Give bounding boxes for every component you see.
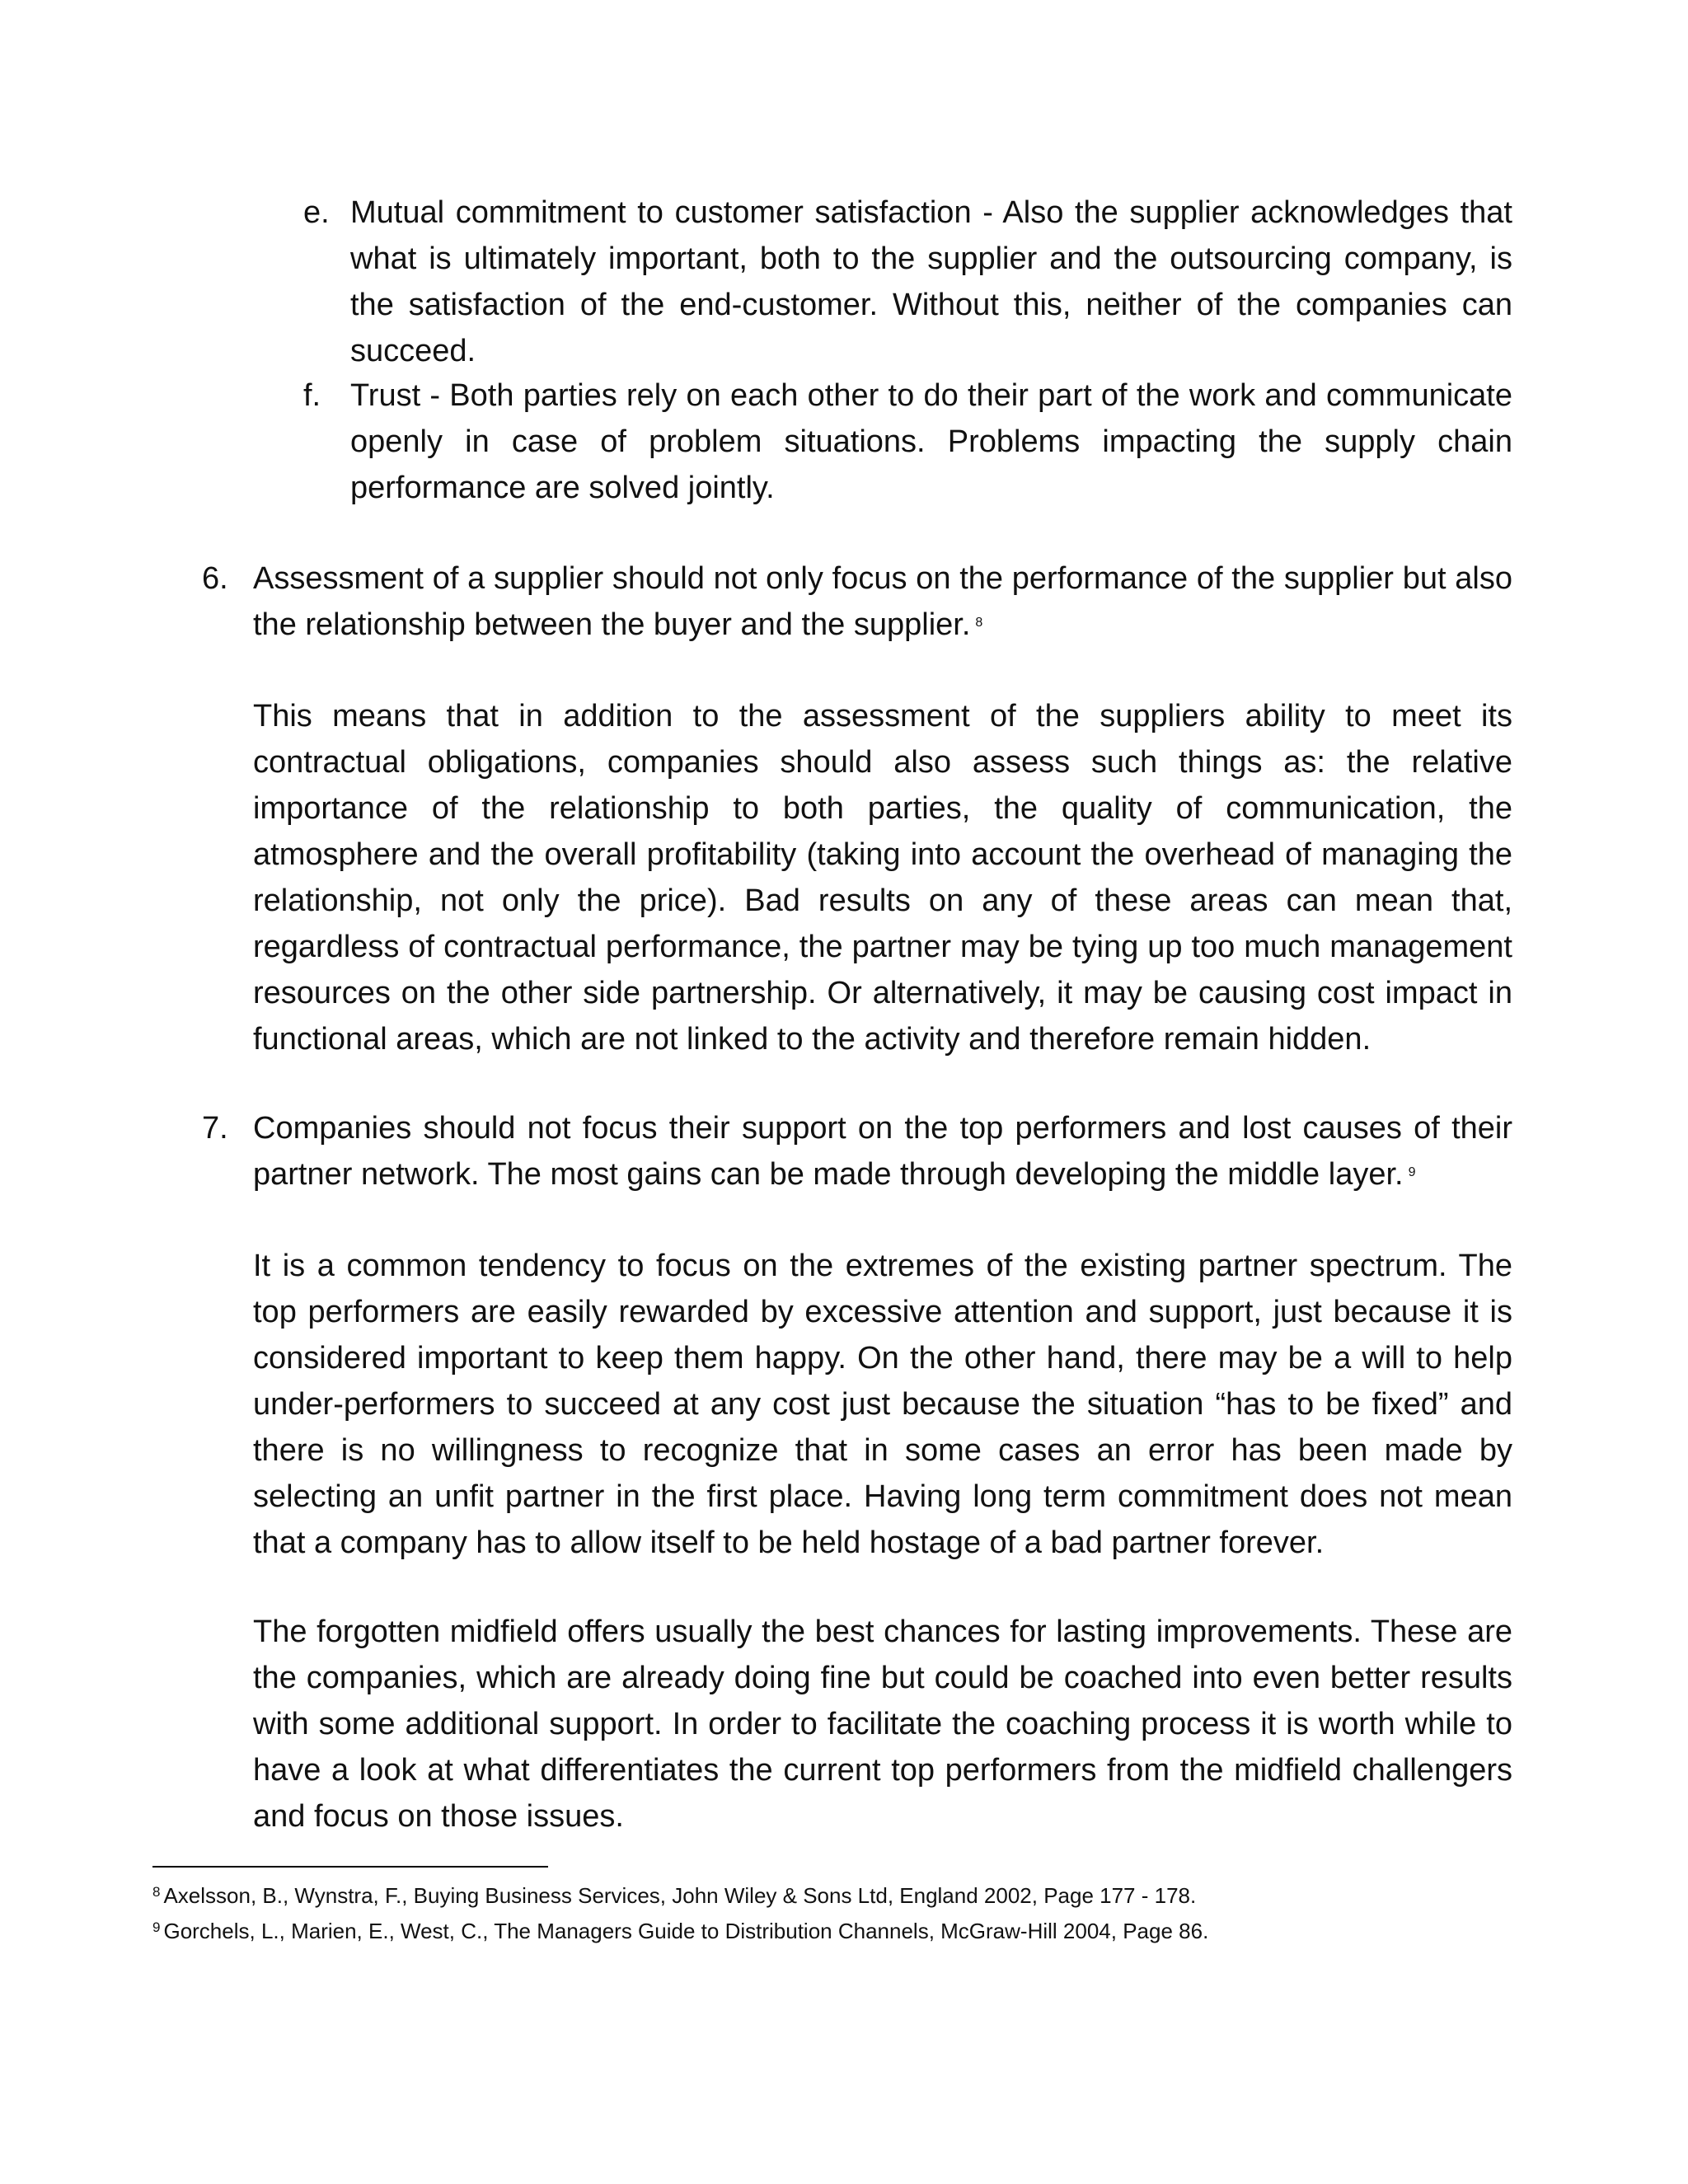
item-7-explanation-1: It is a common tendency to focus on the extremes of the existing partner spectrum. The top performers are easily rewarded by excessive attention and support, just because it is considered important to keep them happy. On the other hand, there may be a will to help under-performers to succeed at any cost just because the situation “has to be fixed” and there is no willingness to recognize that in some cases an error has been made by selecting an unfit partner in the first place. Having long term commitment does not mean that a company has to allow itself to be held hostage of a bad partner forever. (253, 1249, 1512, 1560)
list-item-6-text: Assessment of a supplier should not only focus on the performance of the supplier but also the relationship between the buyer and the supplier. (253, 561, 1512, 642)
list-item-7-text: Companies should not focus their support on the top performers and lost causes of their partner network. The most gains can be made through developing the middle layer. (253, 1111, 1512, 1192)
footnote-separator (152, 1866, 548, 1868)
list-item-e: Mutual commitment to customer satisfaction - Also the supplier acknowledges that what is ultimately important, both to the supplier and the outsourcing company, is the satisfaction of the end-customer. Without this, neither of the companies can succeed. (350, 195, 1512, 368)
footnote-number-8: 8 (152, 1884, 161, 1900)
item-6-explanation: This means that in addition to the assessment of the suppliers ability to meet its contractual obligations, companies should also assess such things as: the relative importance of the relationship to both parties, the quality of communication, the atmosphere and the overall profitability (taking into account the overhead of managing the relationship, not only the price). Bad results on any of these areas can mean that, regardless of contractual performance, the partner may be tying up too much management resources on the other side partnership. Or alternatively, it may be causing cost impact in functional areas, which are not linked to the activity and therefore remain hidden. (253, 699, 1512, 1057)
list-marker-e: e. (303, 195, 330, 230)
item-7-explanation-2: The forgotten midfield offers usually the best chances for lasting improvements. These are the companies, which are already doing fine but could be coached into even better results with some additional support. In order to facilitate the coaching process it is worth while to have a look at what differentiates the current top performers from the midfield challengers and focus on those issues. (253, 1615, 1512, 1834)
list-item-f: Trust - Both parties rely on each other to do their part of the work and communicate openly in case of problem situations. Problems impacting the supply chain performance are solved jointly. (350, 378, 1512, 505)
footnote-number-9: 9 (152, 1919, 161, 1935)
list-marker-f: f. (303, 378, 321, 413)
footnote-ref-9: 9 (1408, 1165, 1416, 1179)
footnote-text-8: Axelsson, B., Wynstra, F., Buying Business Services, John Wiley & Sons Ltd, England 2002, Page 177 - 178. (163, 1883, 1197, 1908)
footnote-text-9: Gorchels, L., Marien, E., West, C., The Managers Guide to Distribution Channels, McGraw-Hill 2004, Page 86. (163, 1919, 1209, 1943)
list-item-7 (253, 1105, 1512, 1197)
footnote-9 (152, 1916, 1208, 1946)
list-marker-7: 7. (202, 1111, 228, 1146)
footnote-ref-8: 8 (975, 616, 983, 630)
list-item-6 (253, 555, 1512, 648)
footnote-8 (152, 1881, 1196, 1910)
list-marker-6: 6. (202, 561, 228, 596)
